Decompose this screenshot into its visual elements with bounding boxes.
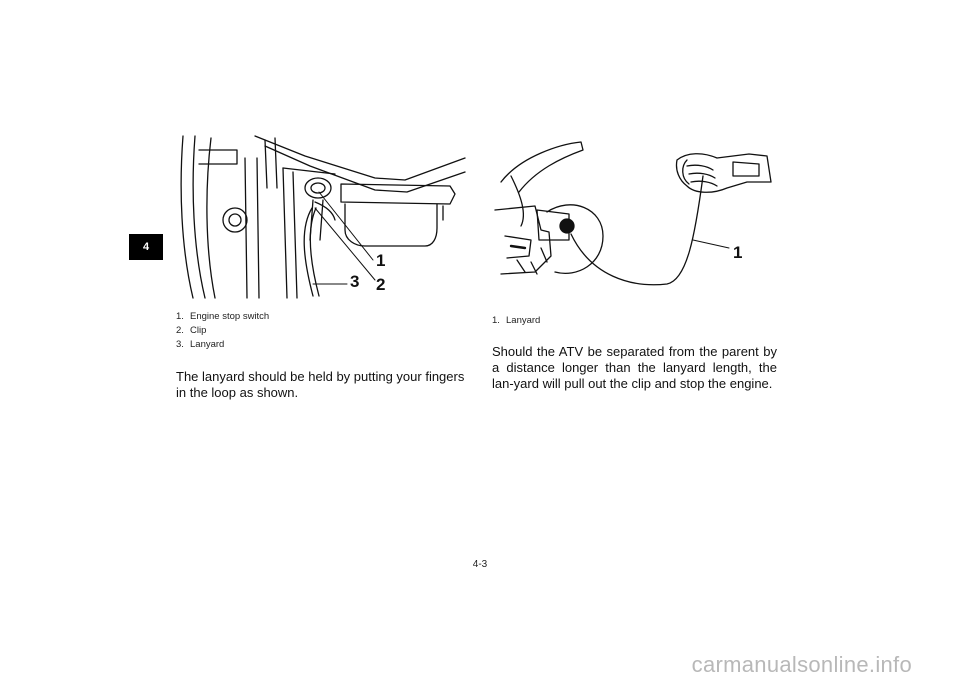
caption-item: 1. Engine stop switch <box>176 311 270 322</box>
watermark-text: carmanualsonline.info <box>691 652 912 677</box>
caption-list-left <box>176 310 269 352</box>
caption-item: 2. Clip <box>176 325 207 336</box>
body-paragraph-left: The lanyard should be held by putting your fingers in the loop as shown. <box>176 369 465 400</box>
caption-item: 1. Lanyard <box>492 315 541 326</box>
callout-3: 3 <box>350 272 360 291</box>
chapter-tab: 4 <box>129 234 163 260</box>
callout-1: 1 <box>733 243 743 262</box>
page-number: 4-3 <box>472 559 488 570</box>
body-paragraph-right: Should the ATV be separated from the parent by a distance longer than the lanyard length, the lan-yard will pull out the clip and stop the engine. <box>492 344 777 391</box>
caption-list-right <box>492 314 540 328</box>
caption-item: 3. Lanyard <box>176 339 225 350</box>
engine-stop-switch-illustration <box>175 128 470 300</box>
lanyard-hand-illustration <box>491 136 781 304</box>
callout-1: 1 <box>376 251 386 270</box>
callout-2: 2 <box>376 275 386 294</box>
